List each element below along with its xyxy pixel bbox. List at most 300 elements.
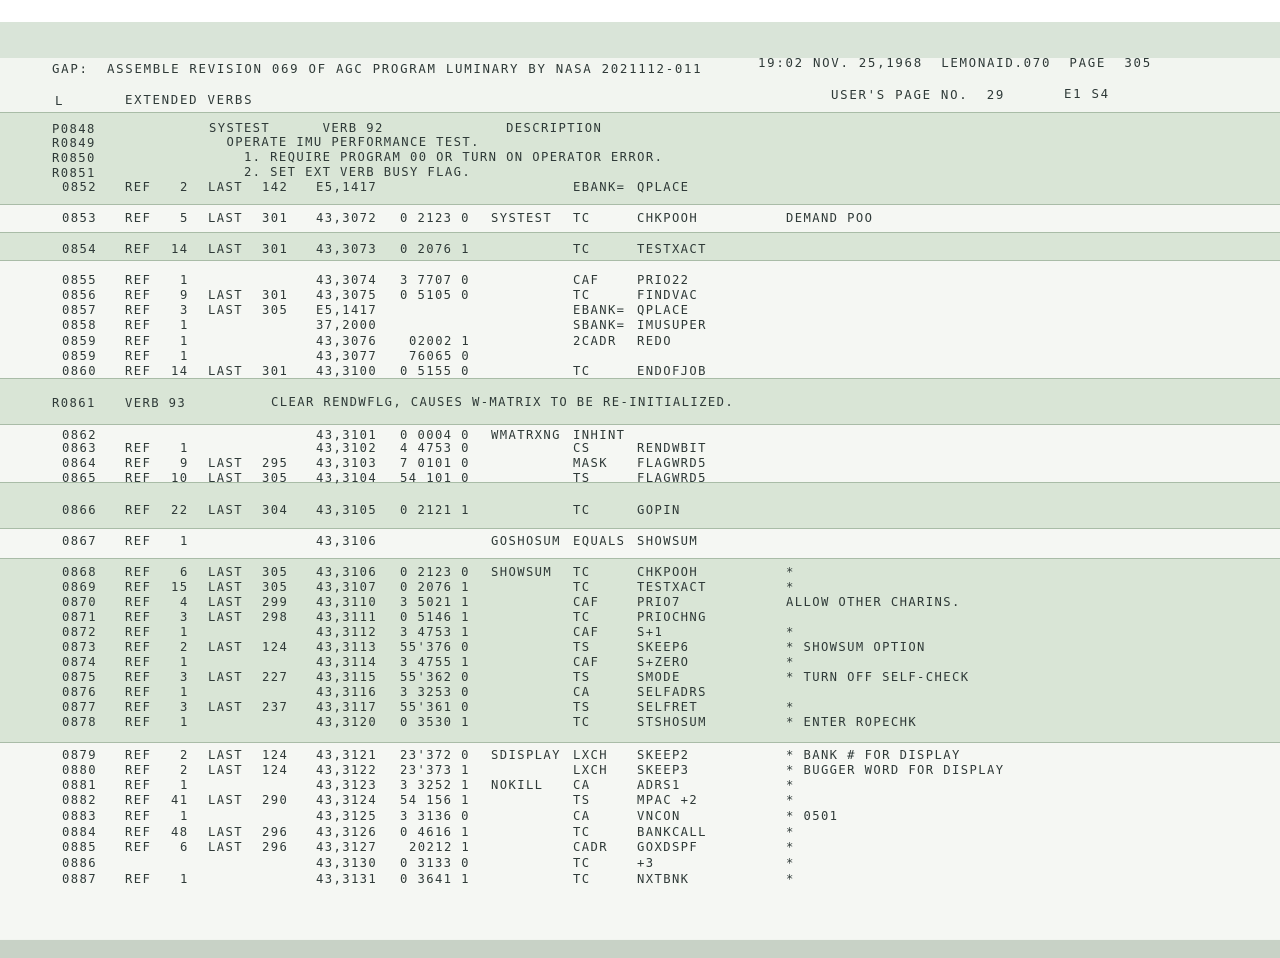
- line-number: 0859: [62, 349, 97, 363]
- line-number: 0884: [62, 825, 97, 839]
- object-code: 0 0004 0: [400, 428, 470, 442]
- operand: PRIO22: [637, 273, 690, 287]
- remark: *: [786, 700, 795, 714]
- object-code: 54 101 0: [400, 471, 470, 485]
- object-code: 0 2123 0: [400, 565, 470, 579]
- address: 43,3110: [316, 595, 378, 609]
- opcode: TS: [573, 670, 591, 684]
- ref-count: 48: [171, 825, 189, 839]
- last-tag: LAST: [208, 503, 243, 517]
- address: 43,3125: [316, 809, 378, 823]
- line-number: 0862: [62, 428, 97, 442]
- ref-tag: REF: [125, 273, 152, 287]
- last-line-number: 298: [262, 610, 289, 624]
- line-number: P0848: [52, 122, 96, 136]
- symbol-label: GOSHOSUM: [491, 534, 561, 548]
- address: 43,3076: [316, 334, 378, 348]
- header-timestamp: 19:02 NOV. 25,1968 LEMONAID.070 PAGE 305: [758, 55, 1152, 70]
- opcode: INHINT: [573, 428, 626, 442]
- last-tag: LAST: [208, 840, 243, 854]
- opcode: TC: [573, 715, 591, 729]
- address: 43,3113: [316, 640, 378, 654]
- operand: SHOWSUM: [637, 534, 699, 548]
- opcode: TC: [573, 288, 591, 302]
- line-number: 0881: [62, 778, 97, 792]
- ref-tag: REF: [125, 872, 152, 886]
- remark: * ENTER ROPECHK: [786, 715, 918, 729]
- operand: S+ZERO: [637, 655, 690, 669]
- operand: GOXDSPF: [637, 840, 699, 854]
- last-tag: LAST: [208, 580, 243, 594]
- last-tag: LAST: [208, 456, 243, 470]
- last-tag: LAST: [208, 763, 243, 777]
- address: 43,3077: [316, 349, 378, 363]
- ref-count: 1: [180, 318, 189, 332]
- address: 43,3107: [316, 580, 378, 594]
- remark: *: [786, 655, 795, 669]
- ref-count: 15: [171, 580, 189, 594]
- address: 43,3102: [316, 441, 378, 455]
- ref-tag: REF: [125, 700, 152, 714]
- last-line-number: 296: [262, 840, 289, 854]
- ref-tag: REF: [125, 655, 152, 669]
- ref-count: 10: [171, 471, 189, 485]
- ref-count: 9: [180, 456, 189, 470]
- last-line-number: 124: [262, 763, 289, 777]
- ref-count: 22: [171, 503, 189, 517]
- ref-count: 1: [180, 349, 189, 363]
- ref-tag: REF: [125, 809, 152, 823]
- operand: +3: [637, 856, 655, 870]
- section-title: EXTENDED VERBS: [125, 92, 254, 107]
- object-code: 23'372 0: [400, 748, 470, 762]
- remark: * BANK # FOR DISPLAY: [786, 748, 961, 762]
- object-code: 7 0101 0: [400, 456, 470, 470]
- ref-count: 41: [171, 793, 189, 807]
- line-number: 0866: [62, 503, 97, 517]
- object-code: 3 4753 1: [400, 625, 470, 639]
- line-number: 0883: [62, 809, 97, 823]
- address: 43,3121: [316, 748, 378, 762]
- ref-tag: REF: [125, 640, 152, 654]
- line-number: 0878: [62, 715, 97, 729]
- address: E5,1417: [316, 180, 378, 194]
- operand: SKEEP3: [637, 763, 690, 777]
- last-line-number: 290: [262, 793, 289, 807]
- object-code: 0 3641 1: [400, 872, 470, 886]
- opcode: CADR: [573, 840, 608, 854]
- ref-count: 2: [180, 640, 189, 654]
- object-code: 0 2076 1: [400, 580, 470, 594]
- ref-tag: REF: [125, 242, 152, 256]
- line-number: 0853: [62, 211, 97, 225]
- operand: TESTXACT: [637, 242, 707, 256]
- ref-count: 1: [180, 441, 189, 455]
- operand: CHKPOOH: [637, 565, 699, 579]
- ref-count: 1: [180, 872, 189, 886]
- address: 43,3101: [316, 428, 378, 442]
- opcode: TC: [573, 565, 591, 579]
- last-line-number: 305: [262, 580, 289, 594]
- operand: S+1: [637, 625, 664, 639]
- opcode: 2CADR: [573, 334, 617, 348]
- ref-tag: REF: [125, 456, 152, 470]
- opcode: EQUALS: [573, 534, 626, 548]
- last-line-number: 227: [262, 670, 289, 684]
- opcode: EBANK=: [573, 180, 626, 194]
- comment-text: 1. REQUIRE PROGRAM 00 OR TURN ON OPERATOR ERROR.: [209, 150, 664, 164]
- line-number: 0869: [62, 580, 97, 594]
- ref-tag: REF: [125, 580, 152, 594]
- address: 37,2000: [316, 318, 378, 332]
- ref-tag: REF: [125, 840, 152, 854]
- line-number: 0887: [62, 872, 97, 886]
- ref-tag: REF: [125, 748, 152, 762]
- verb-label: VERB 93: [125, 396, 187, 410]
- remark: * SHOWSUM OPTION: [786, 640, 926, 654]
- verb-remark: CLEAR RENDWFLG, CAUSES W-MATRIX TO BE RE-INITIALIZED.: [271, 395, 735, 409]
- last-tag: LAST: [208, 303, 243, 317]
- operand: RENDWBIT: [637, 441, 707, 455]
- header-l: L: [55, 93, 65, 108]
- opcode: TS: [573, 471, 591, 485]
- last-line-number: 301: [262, 211, 289, 225]
- ref-tag: REF: [125, 534, 152, 548]
- address: 43,3106: [316, 534, 378, 548]
- object-code: 0 2121 1: [400, 503, 470, 517]
- ref-count: 1: [180, 715, 189, 729]
- last-tag: LAST: [208, 242, 243, 256]
- address: 43,3122: [316, 763, 378, 777]
- line-number: 0880: [62, 763, 97, 777]
- operand: PRIO7: [637, 595, 681, 609]
- opcode: LXCH: [573, 763, 608, 777]
- ref-count: 3: [180, 303, 189, 317]
- address: 43,3124: [316, 793, 378, 807]
- opcode: CAF: [573, 595, 600, 609]
- address: 43,3131: [316, 872, 378, 886]
- remark: * BUGGER WORD FOR DISPLAY: [786, 763, 1005, 777]
- header-title: GAP: ASSEMBLE REVISION 069 OF AGC PROGRAM LUMINARY BY NASA 2021112-011: [52, 61, 703, 76]
- ref-tag: REF: [125, 180, 152, 194]
- last-line-number: 124: [262, 640, 289, 654]
- opcode: TC: [573, 610, 591, 624]
- line-number: 0856: [62, 288, 97, 302]
- line-number: R0849: [52, 136, 96, 150]
- line-number: 0863: [62, 441, 97, 455]
- ref-count: 3: [180, 670, 189, 684]
- ref-tag: REF: [125, 471, 152, 485]
- line-number: 0854: [62, 242, 97, 256]
- line-number: 0886: [62, 856, 97, 870]
- ref-tag: REF: [125, 288, 152, 302]
- object-code: 4 4753 0: [400, 441, 470, 455]
- last-tag: LAST: [208, 180, 243, 194]
- remark: * TURN OFF SELF-CHECK: [786, 670, 970, 684]
- object-code: 0 5155 0: [400, 364, 470, 378]
- line-number: 0858: [62, 318, 97, 332]
- line-number: 0857: [62, 303, 97, 317]
- line-number: 0865: [62, 471, 97, 485]
- operand: QPLACE: [637, 180, 690, 194]
- ref-tag: REF: [125, 825, 152, 839]
- opcode: TC: [573, 211, 591, 225]
- line-number: 0876: [62, 685, 97, 699]
- address: 43,3123: [316, 778, 378, 792]
- object-code: 0 4616 1: [400, 825, 470, 839]
- object-code: 55'376 0: [400, 640, 470, 654]
- ref-count: 2: [180, 748, 189, 762]
- line-number: 0885: [62, 840, 97, 854]
- operand: SELFRET: [637, 700, 699, 714]
- object-code: 3 3253 0: [400, 685, 470, 699]
- last-line-number: 296: [262, 825, 289, 839]
- line-number: 0872: [62, 625, 97, 639]
- comment-text: OPERATE IMU PERFORMANCE TEST.: [209, 135, 480, 149]
- ref-count: 9: [180, 288, 189, 302]
- opcode: EBANK=: [573, 303, 626, 317]
- user-page-no: USER'S PAGE NO. 29: [831, 87, 1006, 102]
- address: E5,1417: [316, 303, 378, 317]
- last-tag: LAST: [208, 211, 243, 225]
- object-code: 55'361 0: [400, 700, 470, 714]
- object-code: 20212 1: [409, 840, 471, 854]
- operand: REDO: [637, 334, 672, 348]
- ref-tag: REF: [125, 503, 152, 517]
- operand: TESTXACT: [637, 580, 707, 594]
- object-code: 55'362 0: [400, 670, 470, 684]
- address: 43,3103: [316, 456, 378, 470]
- line-number: 0882: [62, 793, 97, 807]
- line-number: 0879: [62, 748, 97, 762]
- page-code: E1 S4: [1064, 86, 1110, 101]
- symbol-label: NOKILL: [491, 778, 544, 792]
- object-code: 3 3252 1: [400, 778, 470, 792]
- remark: ALLOW OTHER CHARINS.: [786, 595, 961, 609]
- bottom-margin: [0, 940, 1280, 958]
- operand: MPAC +2: [637, 793, 699, 807]
- address: 43,3105: [316, 503, 378, 517]
- last-tag: LAST: [208, 640, 243, 654]
- address: 43,3130: [316, 856, 378, 870]
- ref-tag: REF: [125, 610, 152, 624]
- comment-text: 2. SET EXT VERB BUSY FLAG.: [209, 165, 472, 179]
- opcode: TC: [573, 580, 591, 594]
- ref-tag: REF: [125, 364, 152, 378]
- ref-tag: REF: [125, 565, 152, 579]
- address: 43,3106: [316, 565, 378, 579]
- object-code: 0 3530 1: [400, 715, 470, 729]
- symbol-label: SYSTEST: [491, 211, 553, 225]
- remark: *: [786, 778, 795, 792]
- ref-tag: REF: [125, 211, 152, 225]
- last-line-number: 305: [262, 565, 289, 579]
- object-code: 54 156 1: [400, 793, 470, 807]
- remark: *: [786, 872, 795, 886]
- address: 43,3117: [316, 700, 378, 714]
- last-tag: LAST: [208, 825, 243, 839]
- ref-count: 6: [180, 840, 189, 854]
- last-tag: LAST: [208, 793, 243, 807]
- object-code: 0 3133 0: [400, 856, 470, 870]
- last-tag: LAST: [208, 288, 243, 302]
- ref-tag: REF: [125, 595, 152, 609]
- last-line-number: 237: [262, 700, 289, 714]
- object-code: 02002 1: [409, 334, 471, 348]
- ref-count: 14: [171, 364, 189, 378]
- opcode: TC: [573, 242, 591, 256]
- object-code: 23'373 1: [400, 763, 470, 777]
- ref-count: 4: [180, 595, 189, 609]
- operand: STSHOSUM: [637, 715, 707, 729]
- line-number: R0850: [52, 151, 96, 165]
- operand: FINDVAC: [637, 288, 699, 302]
- last-line-number: 304: [262, 503, 289, 517]
- symbol-label: SHOWSUM: [491, 565, 553, 579]
- operand: BANKCALL: [637, 825, 707, 839]
- ref-count: 1: [180, 534, 189, 548]
- last-tag: LAST: [208, 565, 243, 579]
- address: 43,3072: [316, 211, 378, 225]
- remark: *: [786, 793, 795, 807]
- object-code: 0 2076 1: [400, 242, 470, 256]
- line-number: 0867: [62, 534, 97, 548]
- ref-count: 1: [180, 655, 189, 669]
- object-code: 76065 0: [409, 349, 471, 363]
- ref-tag: REF: [125, 303, 152, 317]
- ref-tag: REF: [125, 625, 152, 639]
- operand: NXTBNK: [637, 872, 690, 886]
- line-number: R0851: [52, 166, 96, 180]
- line-number: 0864: [62, 456, 97, 470]
- address: 43,3111: [316, 610, 378, 624]
- operand: FLAGWRD5: [637, 471, 707, 485]
- last-line-number: 305: [262, 471, 289, 485]
- opcode: LXCH: [573, 748, 608, 762]
- line-number: 0855: [62, 273, 97, 287]
- line-number: 0860: [62, 364, 97, 378]
- opcode: CAF: [573, 273, 600, 287]
- ref-count: 3: [180, 700, 189, 714]
- operand: QPLACE: [637, 303, 690, 317]
- ref-tag: REF: [125, 685, 152, 699]
- operand: GOPIN: [637, 503, 681, 517]
- ref-tag: REF: [125, 441, 152, 455]
- ref-count: 5: [180, 211, 189, 225]
- opcode: TC: [573, 872, 591, 886]
- operand: SELFADRS: [637, 685, 707, 699]
- address: 43,3127: [316, 840, 378, 854]
- last-line-number: 301: [262, 364, 289, 378]
- opcode: TC: [573, 364, 591, 378]
- opcode: MASK: [573, 456, 608, 470]
- opcode: CA: [573, 778, 591, 792]
- line-number: 0870: [62, 595, 97, 609]
- address: 43,3073: [316, 242, 378, 256]
- last-tag: LAST: [208, 700, 243, 714]
- ref-count: 1: [180, 809, 189, 823]
- remark: *: [786, 625, 795, 639]
- last-line-number: 305: [262, 303, 289, 317]
- last-tag: LAST: [208, 595, 243, 609]
- address: 43,3126: [316, 825, 378, 839]
- opcode: TC: [573, 856, 591, 870]
- ref-tag: REF: [125, 793, 152, 807]
- operand: SKEEP6: [637, 640, 690, 654]
- line-number: 0875: [62, 670, 97, 684]
- address: 43,3115: [316, 670, 378, 684]
- address: 43,3112: [316, 625, 378, 639]
- operand: CHKPOOH: [637, 211, 699, 225]
- ref-count: 1: [180, 685, 189, 699]
- last-tag: LAST: [208, 610, 243, 624]
- last-tag: LAST: [208, 670, 243, 684]
- operand: PRIOCHNG: [637, 610, 707, 624]
- remark: *: [786, 565, 795, 579]
- address: 43,3075: [316, 288, 378, 302]
- ref-count: 2: [180, 180, 189, 194]
- remark: *: [786, 840, 795, 854]
- ref-tag: REF: [125, 349, 152, 363]
- ref-count: 1: [180, 625, 189, 639]
- operand: ADRS1: [637, 778, 681, 792]
- remark: *: [786, 580, 795, 594]
- opcode: CAF: [573, 625, 600, 639]
- address: 43,3100: [316, 364, 378, 378]
- address: 43,3114: [316, 655, 378, 669]
- opcode: CS: [573, 441, 591, 455]
- ref-count: 1: [180, 334, 189, 348]
- ref-tag: REF: [125, 778, 152, 792]
- remark: *: [786, 856, 795, 870]
- last-tag: LAST: [208, 364, 243, 378]
- object-code: 3 7707 0: [400, 273, 470, 287]
- object-code: 0 2123 0: [400, 211, 470, 225]
- last-line-number: 142: [262, 180, 289, 194]
- opcode: TS: [573, 700, 591, 714]
- operand: SKEEP2: [637, 748, 690, 762]
- ref-count: 1: [180, 778, 189, 792]
- ref-tag: REF: [125, 334, 152, 348]
- comment-text: SYSTEST VERB 92 DESCRIPTION: [209, 121, 603, 135]
- ref-tag: REF: [125, 763, 152, 777]
- remark: *: [786, 825, 795, 839]
- opcode: SBANK=: [573, 318, 626, 332]
- address: 43,3116: [316, 685, 378, 699]
- ref-count: 2: [180, 763, 189, 777]
- opcode: CA: [573, 809, 591, 823]
- object-code: 3 3136 0: [400, 809, 470, 823]
- last-line-number: 124: [262, 748, 289, 762]
- last-tag: LAST: [208, 748, 243, 762]
- address: 43,3120: [316, 715, 378, 729]
- ref-count: 14: [171, 242, 189, 256]
- opcode: TS: [573, 793, 591, 807]
- remark: * 0501: [786, 809, 839, 823]
- object-code: 3 5021 1: [400, 595, 470, 609]
- opcode: TC: [573, 503, 591, 517]
- opcode: TC: [573, 825, 591, 839]
- line-number: 0852: [62, 180, 97, 194]
- operand: ENDOFJOB: [637, 364, 707, 378]
- ref-count: 1: [180, 273, 189, 287]
- operand: SMODE: [637, 670, 681, 684]
- operand: IMUSUPER: [637, 318, 707, 332]
- last-tag: LAST: [208, 471, 243, 485]
- opcode: TS: [573, 640, 591, 654]
- last-line-number: 301: [262, 242, 289, 256]
- opcode: CAF: [573, 655, 600, 669]
